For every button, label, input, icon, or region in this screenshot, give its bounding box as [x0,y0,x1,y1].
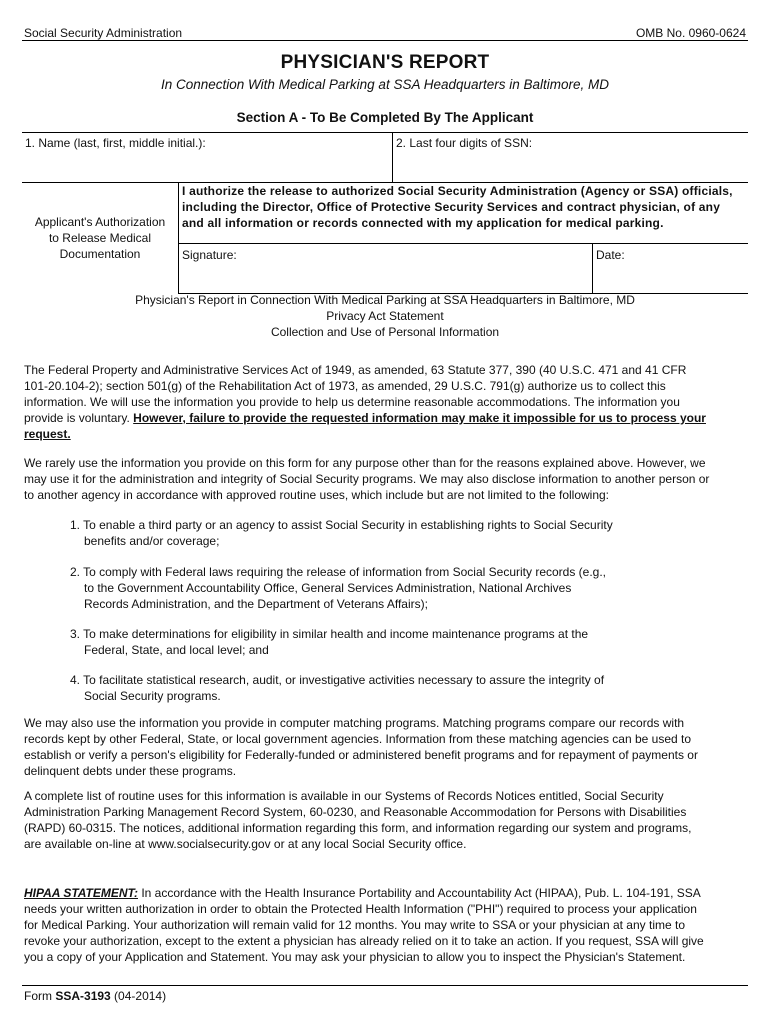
warning-text-tail: request. [24,427,71,441]
privacy-heading-line1: Physician's Report in Connection With Medical Parking at SSA Headquarters in Baltimore, MD [135,293,635,307]
header-rule [22,40,748,41]
text-line [24,410,746,426]
name-field-label: 1. Name (last, first, middle initial.): [25,136,206,150]
date-field[interactable] [594,262,746,292]
text-line: 101-20.104-2); section 501(g) of the Rehabilitation Act of 1973, as amended, 29 U.S.C. 791(g) authorize us to collect this [24,379,666,393]
list-line: benefits and/or coverage; [84,534,220,548]
list-item [70,626,670,658]
auth-text-line: and all information or records connected with my application for medical parking. [182,216,664,230]
signature-field[interactable] [180,262,590,292]
authorization-text [182,183,748,231]
text-line: (RAPD) 60-0315. The notices, additional information regarding this form, and information regarding our system and programs, [24,821,692,835]
list-line: 4. To facilitate statistical research, audit, or investigative activities necessary to assure the integrity of [70,673,605,687]
text-line [24,885,746,901]
text-line: records kept by other Federal, State, or local government agencies. Information from these matching agencies can be used to [24,732,692,746]
auth-text-line: including the Director, Office of Protective Security Services and contract physician, of any [182,200,721,214]
name-field[interactable] [24,150,392,180]
list-item [70,564,670,612]
warning-text: However, failure to provide the requested information may make it impossible for us to process your [133,411,706,425]
text-line: Administration Parking Management Record System, 60-0230, and Reasonable Accommodation for Persons with Disabilities [24,805,687,819]
form-prefix: Form [24,989,56,1003]
form-date: (04-2014) [110,989,167,1003]
agency-name: Social Security Administration [24,26,183,40]
list-line: to the Government Accountability Office, General Services Administration, National Archives [84,581,572,595]
omb-number: OMB No. 0960-0624 [635,26,746,40]
text-span: In accordance with the Health Insurance Portability and Accountability Act (HIPAA), Pub. L. 104-191, SSA [138,886,701,900]
paragraph-matching [24,715,746,779]
privacy-heading-line3: Collection and Use of Personal Information [270,325,500,339]
ssn-field[interactable] [396,150,746,180]
text-line: We may also use the information you provide in computer matching programs. Matching programs compare our records with [24,716,685,730]
hipaa-label: HIPAA STATEMENT: [24,886,138,900]
text-line: are available on-line at www.socialsecurity.gov or at any local Social Security office. [24,837,467,851]
list-line: Social Security programs. [84,689,221,703]
signature-date-divider [592,243,593,294]
section-a-top-rule [22,132,748,133]
auth-divider [178,182,179,294]
text-line: for Medical Parking. Your authorization will remain valid for 12 months. You may write to SSA or your physician at any time to [24,918,685,932]
list-line: 3. To make determinations for eligibility in similar health and income maintenance programs at the [70,627,589,641]
paragraph-routine-uses [24,788,746,852]
list-line: 1. To enable a third party or an agency to assist Social Security in establishing rights to Social Security [70,518,613,532]
paragraph-authority [24,362,746,442]
text-line: We rarely use the information you provide on this form for any purpose other than for the reasons explained above. However, we [24,456,706,470]
list-item [70,672,670,704]
auth-label-line: Documentation [59,247,141,261]
auth-text-line: I authorize the release to authorized Social Security Administration (Agency or SSA) officials, [182,184,733,198]
section-a-heading: Section A - To Be Completed By The Applicant [236,110,534,125]
text-line: The Federal Property and Administrative Services Act of 1949, as amended, 63 Statute 377, 390 (40 U.S.C. 471 and 41 CFR [24,363,687,377]
page-title: PHYSICIAN'S REPORT [280,52,490,73]
ssn-field-label: 2. Last four digits of SSN: [396,136,533,150]
list-item [70,517,670,549]
paragraph-uses [24,455,746,503]
privacy-heading-line2: Privacy Act Statement [326,309,444,323]
text-line: may use it for the administration and integrity of Social Security programs. We may also disclose information to another person or [24,472,710,486]
privacy-heading [0,292,770,340]
form-number [24,989,166,1003]
form-id: SSA-3193 [55,989,111,1003]
text-line: establish or verify a person's eligibility for Federally-funded or administered benefit programs and for repayment of payments or [24,748,698,762]
auth-label [22,214,178,262]
text-line: revoke your authorization, except to the extent a physician has already relied on it to take an action. If you request, SSA will give [24,934,704,948]
text-span: provide is voluntary. [24,411,134,425]
text-line: needs your written authorization in order to obtain the Protected Health Information ("PHI") required to process your application [24,902,697,916]
list-line: Records Administration, and the Department of Veterans Affairs); [84,597,428,611]
footer-rule [22,985,748,986]
date-label: Date: [596,248,625,262]
page-subtitle: In Connection With Medical Parking at SSA Headquarters in Baltimore, MD [160,77,610,92]
list-line: 2. To comply with Federal laws requiring the release of information from Social Security records (e.g., [70,565,607,579]
signature-top-rule [178,243,748,244]
list-line: Federal, State, and local level; and [84,643,269,657]
text-line: to another agency in accordance with approved routine uses, which include but are not limited to the following: [24,488,610,502]
text-line: information. We will use the information you provide to help us determine reasonable accommodations. The information you [24,395,680,409]
text-line: delinquent debts under these programs. [24,764,237,778]
auth-label-line: Applicant's Authorization [34,215,166,229]
name-ssn-divider [392,132,393,182]
auth-label-line: to Release Medical [48,231,152,245]
hipaa-statement [24,885,746,965]
text-line: A complete list of routine uses for this information is available in our Systems of Records Notices entitled, Social Security [24,789,664,803]
text-line: you a copy of your Application and Statement. You may ask your physician to allow you to inspect the Physician's Statement. [24,950,686,964]
signature-label: Signature: [182,248,237,262]
